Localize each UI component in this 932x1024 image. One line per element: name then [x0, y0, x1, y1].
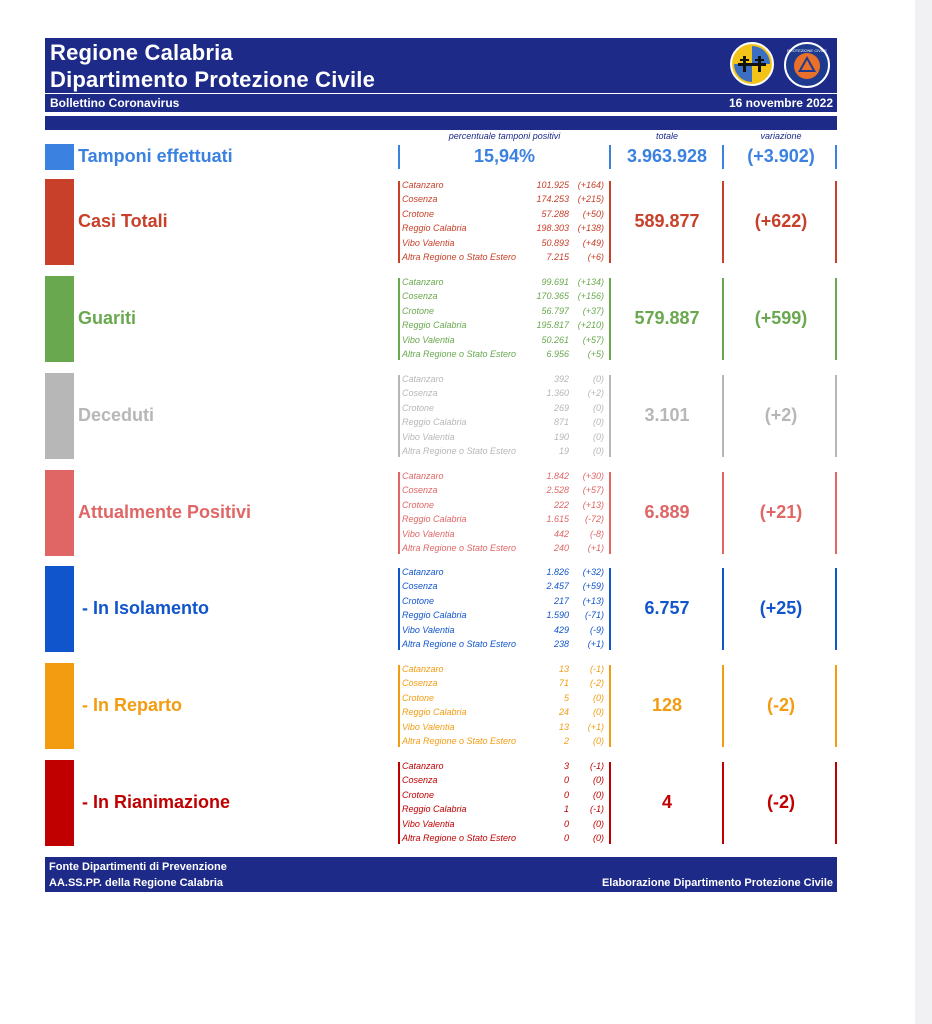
province-value: 0: [563, 833, 569, 843]
protezione-civile-logo-text: PROTEZIONE CIVILE: [787, 48, 827, 53]
province-line: [402, 833, 607, 847]
in-isolamento-variation: (+25): [759, 598, 803, 618]
province-delta: (-2): [590, 678, 604, 689]
province-delta: (+57): [582, 334, 604, 345]
province-line: [402, 223, 607, 237]
deceduti-label: Deceduti: [78, 405, 155, 425]
bulletin-subtitle: Bollettino Coronavirus: [50, 96, 180, 110]
province-name: Crotone: [402, 499, 435, 510]
province-value: 198.303: [536, 223, 569, 234]
province-name: Altra Regione o Stato Estero: [402, 252, 517, 262]
province-value: 429: [553, 624, 569, 635]
casi-totali-province-breakdown: [402, 180, 607, 264]
province-line: [402, 446, 607, 460]
province-name: Crotone: [402, 595, 435, 606]
footer-credit: Elaborazione Dipartimento Protezione Civile: [601, 877, 833, 889]
province-delta: (+138): [577, 223, 604, 234]
guariti-divider-left: [398, 278, 400, 360]
province-value: 7.215: [546, 252, 569, 262]
province-delta: (0): [593, 374, 604, 384]
province-name: Crotone: [402, 402, 435, 413]
header-divider: [45, 93, 837, 94]
province-name: Vibo Valentia: [402, 431, 455, 442]
province-line: [402, 417, 607, 431]
stat-row-in-reparto: [0, 663, 900, 749]
in-rianimazione-divider-mid: [609, 762, 611, 844]
province-value: 56.797: [541, 305, 569, 316]
province-name: Catanzaro: [402, 374, 444, 384]
province-delta: (+2): [587, 388, 604, 399]
province-value: 174.253: [536, 194, 569, 205]
province-line: [402, 736, 607, 750]
in-isolamento-divider-left: [398, 568, 400, 650]
province-line: [402, 610, 607, 624]
province-name: Reggio Calabria: [402, 223, 467, 234]
province-name: Reggio Calabria: [402, 417, 467, 428]
province-line: [402, 180, 607, 194]
province-name: Catanzaro: [402, 664, 444, 674]
province-value: 50.893: [541, 237, 569, 248]
footer-source-line2: AA.SS.PP. della Regione Calabria: [49, 877, 224, 889]
casi-totali-divider-mid: [609, 181, 611, 263]
in-rianimazione-label: - In Rianimazione: [82, 792, 231, 812]
province-delta: (+1): [587, 543, 604, 553]
deceduti-swatch: [45, 373, 74, 459]
province-name: Cosenza: [402, 388, 438, 399]
province-value: 871: [553, 417, 569, 428]
percent-column-header: percentuale tamponi positivi: [448, 131, 561, 141]
tamponi-divider-left: [398, 145, 400, 169]
deceduti-province-breakdown: [402, 374, 607, 458]
province-delta: (+6): [587, 252, 604, 262]
province-value: 1: [563, 804, 569, 815]
province-value: 99.691: [541, 277, 569, 287]
province-name: Vibo Valentia: [402, 237, 455, 248]
in-reparto-province-breakdown: [402, 664, 607, 748]
in-isolamento-divider-mid: [609, 568, 611, 650]
province-value: 1.842: [546, 471, 569, 481]
province-delta: (-1): [590, 664, 604, 674]
province-delta: (0): [593, 402, 604, 413]
province-name: Catanzaro: [402, 471, 444, 481]
province-delta: (-1): [590, 804, 604, 815]
in-rianimazione-divider-left: [398, 762, 400, 844]
header-band: [45, 116, 837, 130]
stat-row-casi-totali: [0, 179, 900, 265]
province-line: [402, 277, 607, 291]
province-name: Reggio Calabria: [402, 514, 467, 525]
province-delta: (0): [593, 736, 604, 746]
province-line: [402, 238, 607, 252]
province-delta: (-1): [590, 761, 604, 771]
province-delta: (+59): [582, 581, 604, 592]
province-value: 1.360: [546, 388, 569, 399]
province-value: 3: [563, 761, 569, 771]
deceduti-divider-left: [398, 375, 400, 457]
province-delta: (0): [593, 818, 604, 829]
province-name: Altra Regione o Stato Estero: [402, 639, 517, 649]
in-isolamento-total: 6.757: [644, 598, 690, 618]
province-line: [402, 804, 607, 818]
province-delta: (0): [593, 692, 604, 703]
province-delta: (0): [593, 431, 604, 442]
province-delta: (0): [593, 789, 604, 800]
province-name: Vibo Valentia: [402, 624, 455, 635]
guariti-divider-mid: [609, 278, 611, 360]
province-delta: (+49): [582, 237, 604, 248]
province-line: [402, 335, 607, 349]
province-line: [402, 306, 607, 320]
province-delta: (+30): [582, 471, 604, 481]
province-delta: (-72): [584, 514, 604, 525]
province-name: Altra Regione o Stato Estero: [402, 736, 517, 746]
province-name: Crotone: [402, 692, 435, 703]
province-value: 101.925: [536, 180, 569, 190]
guariti-divider-right: [722, 278, 724, 360]
guariti-total: 579.887: [634, 308, 700, 328]
in-rianimazione-divider-right: [722, 762, 724, 844]
province-delta: (-71): [584, 610, 604, 621]
stat-row-attualmente-positivi: [0, 470, 900, 556]
in-isolamento-province-breakdown: [402, 567, 607, 651]
province-delta: (+210): [577, 320, 604, 331]
province-name: Altra Regione o Stato Estero: [402, 833, 517, 843]
province-value: 1.826: [546, 567, 569, 577]
attualmente-positivi-divider-right: [722, 472, 724, 554]
province-name: Cosenza: [402, 775, 438, 786]
attualmente-positivi-divider-mid: [609, 472, 611, 554]
deceduti-divider-mid: [609, 375, 611, 457]
in-rianimazione-variation: (-2): [767, 792, 795, 812]
province-name: Reggio Calabria: [402, 320, 467, 331]
tamponi-divider-end: [835, 145, 837, 169]
guariti-variation: (+599): [754, 308, 808, 328]
province-delta: (+32): [582, 567, 604, 577]
in-rianimazione-swatch: [45, 760, 74, 846]
report-footer: [45, 857, 837, 892]
in-reparto-variation: (-2): [767, 695, 795, 715]
in-reparto-divider-mid: [609, 665, 611, 747]
province-line: [402, 664, 607, 678]
province-name: Catanzaro: [402, 567, 444, 577]
province-line: [402, 349, 607, 363]
header-title-line1: Regione Calabria: [50, 40, 233, 65]
province-delta: (0): [593, 417, 604, 428]
province-name: Reggio Calabria: [402, 707, 467, 718]
attualmente-positivi-label: Attualmente Positivi: [78, 502, 252, 522]
tamponi-divider-mid: [609, 145, 611, 169]
casi-totali-divider-left: [398, 181, 400, 263]
province-line: [402, 567, 607, 581]
stat-row-deceduti: [0, 373, 900, 459]
province-line: [402, 529, 607, 543]
province-delta: (+50): [582, 208, 604, 219]
province-name: Altra Regione o Stato Estero: [402, 543, 517, 553]
in-reparto-total: 128: [651, 695, 683, 715]
province-value: 2: [563, 736, 569, 746]
province-name: Cosenza: [402, 194, 438, 205]
variation-column-header: variazione: [760, 131, 802, 141]
province-name: Catanzaro: [402, 761, 444, 771]
tamponi-variation: (+3.902): [747, 146, 815, 166]
province-delta: (+215): [577, 194, 604, 205]
province-value: 1.615: [546, 514, 569, 525]
province-line: [402, 291, 607, 305]
province-line: [402, 432, 607, 446]
province-value: 24: [558, 707, 569, 718]
casi-totali-divider-right: [722, 181, 724, 263]
deceduti-total: 3.101: [644, 405, 690, 425]
province-delta: (+1): [587, 721, 604, 732]
province-value: 1.590: [546, 610, 569, 621]
province-name: Reggio Calabria: [402, 804, 467, 815]
province-name: Catanzaro: [402, 277, 444, 287]
province-value: 392: [553, 374, 569, 384]
province-name: Cosenza: [402, 485, 438, 496]
province-value: 71: [558, 678, 569, 689]
protezione-civile-logo: [784, 42, 830, 88]
province-value: 50.261: [541, 334, 569, 345]
province-line: [402, 639, 607, 653]
province-line: [402, 514, 607, 528]
footer-source-line1: Fonte Dipartimenti di Prevenzione: [49, 861, 227, 873]
in-reparto-swatch: [45, 663, 74, 749]
regione-calabria-logo: [730, 42, 774, 86]
province-name: Reggio Calabria: [402, 610, 467, 621]
report-header: [45, 38, 837, 112]
province-line: [402, 707, 607, 721]
province-value: 195.817: [536, 320, 569, 331]
province-line: [402, 678, 607, 692]
province-delta: (+13): [582, 499, 604, 510]
province-delta: (+164): [577, 180, 604, 190]
casi-totali-label: Casi Totali: [78, 211, 168, 231]
header-title-line2: Dipartimento Protezione Civile: [50, 67, 376, 92]
in-rianimazione-total: 4: [661, 792, 672, 812]
tamponi-row: [0, 143, 900, 171]
scrollbar-track[interactable]: [915, 0, 932, 1024]
province-value: 13: [558, 664, 569, 674]
tamponi-total: 3.963.928: [626, 146, 708, 166]
province-line: [402, 722, 607, 736]
province-delta: (+1): [587, 639, 604, 649]
province-delta: (+156): [577, 291, 604, 302]
tamponi-percent: 15,94%: [473, 146, 536, 166]
province-line: [402, 543, 607, 557]
province-delta: (-9): [590, 624, 604, 635]
province-line: [402, 403, 607, 417]
stat-row-guariti: [0, 276, 900, 362]
province-line: [402, 581, 607, 595]
guariti-province-breakdown: [402, 277, 607, 361]
attualmente-positivi-province-breakdown: [402, 471, 607, 555]
deceduti-variation: (+2): [764, 405, 798, 425]
deceduti-divider-right: [722, 375, 724, 457]
province-delta: (0): [593, 833, 604, 843]
province-line: [402, 209, 607, 223]
province-value: 2.528: [546, 485, 569, 496]
province-line: [402, 693, 607, 707]
province-line: [402, 790, 607, 804]
province-name: Altra Regione o Stato Estero: [402, 446, 517, 456]
province-name: Vibo Valentia: [402, 818, 455, 829]
province-delta: (-8): [590, 528, 604, 539]
in-isolamento-swatch: [45, 566, 74, 652]
province-name: Catanzaro: [402, 180, 444, 190]
province-name: Vibo Valentia: [402, 721, 455, 732]
province-delta: (0): [593, 707, 604, 718]
province-line: [402, 374, 607, 388]
tamponi-swatch: [45, 144, 74, 170]
province-delta: (0): [593, 446, 604, 456]
in-reparto-label: - In Reparto: [82, 695, 183, 715]
province-line: [402, 500, 607, 514]
province-value: 0: [563, 789, 569, 800]
province-value: 190: [553, 431, 569, 442]
guariti-swatch: [45, 276, 74, 362]
province-value: 217: [553, 595, 569, 606]
province-name: Cosenza: [402, 291, 438, 302]
province-value: 6.956: [546, 349, 569, 359]
province-name: Vibo Valentia: [402, 528, 455, 539]
tamponi-label: Tamponi effettuati: [78, 146, 233, 166]
in-isolamento-label: - In Isolamento: [82, 598, 210, 618]
province-name: Crotone: [402, 789, 435, 800]
province-delta: (+13): [582, 595, 604, 606]
province-line: [402, 485, 607, 499]
in-rianimazione-province-breakdown: [402, 761, 607, 845]
in-reparto-divider-right: [722, 665, 724, 747]
province-value: 240: [553, 543, 569, 553]
province-line: [402, 471, 607, 485]
province-line: [402, 761, 607, 775]
province-line: [402, 625, 607, 639]
casi-totali-swatch: [45, 179, 74, 265]
province-value: 5: [563, 692, 569, 703]
province-value: 19: [558, 446, 569, 456]
province-name: Crotone: [402, 208, 435, 219]
attualmente-positivi-variation: (+21): [759, 502, 803, 522]
province-value: 269: [553, 402, 569, 413]
bulletin-date: 16 novembre 2022: [728, 96, 833, 110]
province-value: 57.288: [541, 208, 569, 219]
province-delta: (+57): [582, 485, 604, 496]
province-value: 222: [553, 499, 569, 510]
province-line: [402, 775, 607, 789]
province-line: [402, 819, 607, 833]
province-delta: (+134): [577, 277, 604, 287]
province-value: 0: [563, 775, 569, 786]
province-name: Cosenza: [402, 581, 438, 592]
province-delta: (+37): [582, 305, 604, 316]
in-reparto-divider-left: [398, 665, 400, 747]
tamponi-divider-right: [722, 145, 724, 169]
province-value: 0: [563, 818, 569, 829]
in-isolamento-divider-right: [722, 568, 724, 650]
province-line: [402, 596, 607, 610]
attualmente-positivi-divider-left: [398, 472, 400, 554]
province-value: 442: [553, 528, 569, 539]
stat-row-in-rianimazione: [0, 760, 900, 846]
province-value: 238: [553, 639, 569, 649]
casi-totali-variation: (+622): [754, 211, 808, 231]
province-name: Vibo Valentia: [402, 334, 455, 345]
province-value: 13: [558, 721, 569, 732]
province-line: [402, 388, 607, 402]
province-name: Crotone: [402, 305, 435, 316]
attualmente-positivi-total: 6.889: [644, 502, 690, 522]
province-value: 170.365: [536, 291, 569, 302]
province-name: Altra Regione o Stato Estero: [402, 349, 517, 359]
province-name: Cosenza: [402, 678, 438, 689]
total-column-header: totale: [655, 131, 679, 141]
casi-totali-total: 589.877: [634, 211, 700, 231]
province-line: [402, 194, 607, 208]
guariti-label: Guariti: [78, 308, 137, 328]
stat-row-in-isolamento: [0, 566, 900, 652]
province-value: 2.457: [546, 581, 569, 592]
province-delta: (0): [593, 775, 604, 786]
province-line: [402, 252, 607, 266]
province-line: [402, 320, 607, 334]
province-delta: (+5): [587, 349, 604, 359]
attualmente-positivi-swatch: [45, 470, 74, 556]
